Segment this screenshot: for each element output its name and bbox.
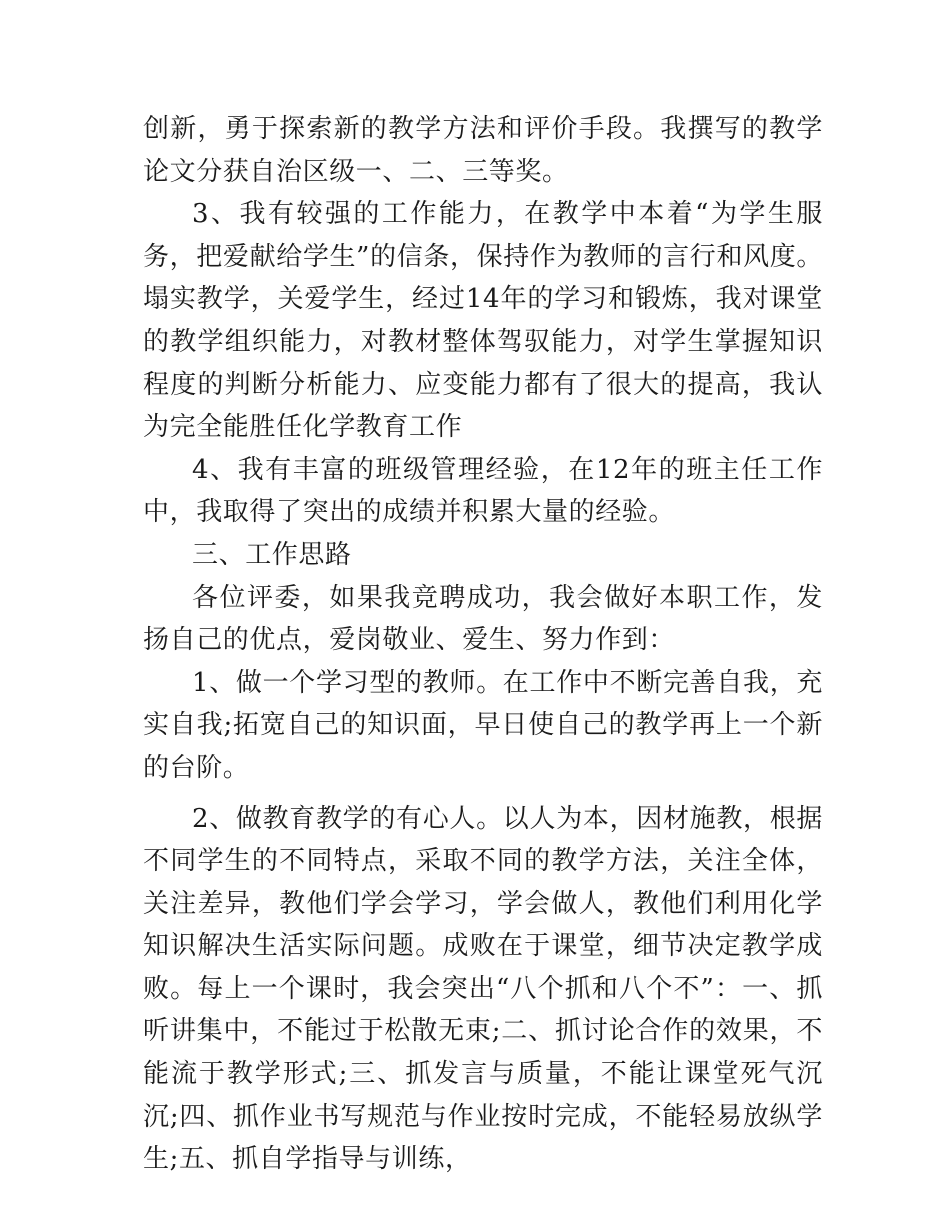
paragraph-continuation: 创新，勇于探索新的教学方法和评价手段。我撰写的教学论文分获自治区级一、二、三等奖。 <box>143 114 823 187</box>
document-body <box>143 108 823 1181</box>
paragraph-item-3: 3、我有较强的工作能力，在教学中本着“为学生服务，把爱献给学生”的信条，保持作为教师的言行和风度。塌实教学，关爱学生，经过14年的学习和锻炼，我对课堂的教学组织能力，对教材整体驾驭能力，对学生掌握知识程度的判断分析能力、应变能力都有了很大的提高，我认为完全能胜任化学教育工作 <box>143 199 823 443</box>
section-heading: 三、工作思路 <box>192 539 352 570</box>
paragraph-plan-1: 1、做一个学习型的教师。在工作中不断完善自我，充实自我;拓宽自己的知识面，早日使自己的教学再上一个新的台阶。 <box>143 667 823 783</box>
paragraph-plan-2: 2、做教育教学的有心人。以人为本，因材施教，根据不同学生的不同特点，采取不同的教学方法，关注全体，关注差异，教他们学会学习，学会做人，教他们利用化学知识解决生活实际问题。成败在于课堂，细节决定教学成败。每上一个课时，我会突出“八个抓和八个不”：一、抓听讲集中，不能过于松散无束;二、抓讨论合作的效果，不能流于教学形式;三、抓发言与质量，不能让课堂死气沉沉;四、抓作业书写规范与作业按时完成，不能轻易放纵学生;五、抓自学指导与训练， <box>143 803 823 1175</box>
paragraph-item-4: 4、我有丰富的班级管理经验，在12年的班主任工作中，我取得了突出的成绩并积累大量的经验。 <box>143 454 823 528</box>
paragraph-intro: 各位评委，如果我竞聘成功，我会做好本职工作，发扬自己的优点，爱岗敬业、爱生、努力作到： <box>143 582 823 656</box>
